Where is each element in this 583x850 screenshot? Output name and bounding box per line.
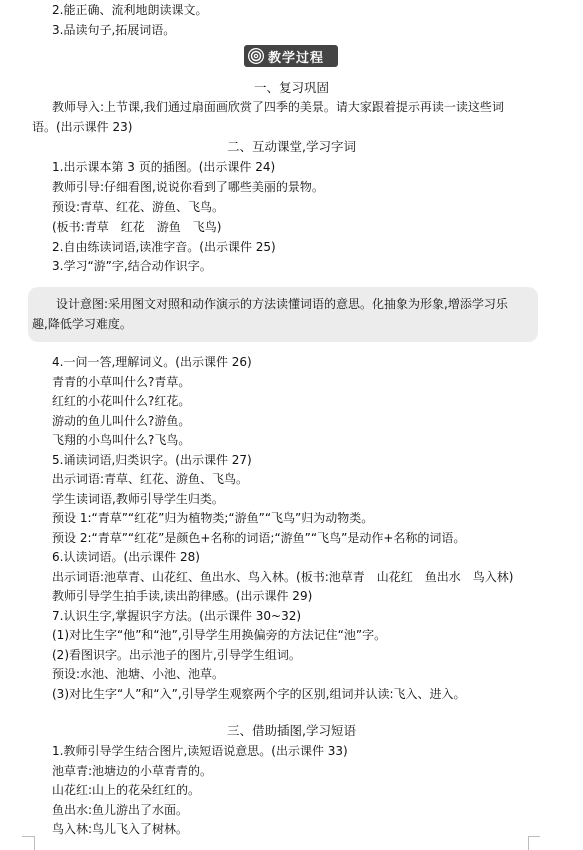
corner-mark-left-v	[34, 836, 35, 850]
design-intent-line-1: 设计意图:采用图文对照和动作演示的方法读懂词语的意思。化抽象为形象,增添学习乐	[56, 297, 508, 311]
paragraph-line: (3)对比生字“人”和“入”,引导学生观察两个字的区别,组词并认读:飞入、进入。	[52, 687, 466, 701]
intro-line-2: 语。(出示课件 23)	[32, 120, 133, 134]
paragraph-line: 预设:水池、池塘、小池、池草。	[52, 667, 225, 681]
paragraph-line: 3.学习“游”字,结合动作识字。	[52, 259, 212, 273]
paragraph-line: 出示词语:青草、红花、游鱼、飞鸟。	[52, 472, 249, 486]
paragraph-line: 6.认读词语。(出示课件 28)	[52, 550, 200, 564]
paragraph-line: 预设:青草、红花、游鱼、飞鸟。	[52, 200, 225, 214]
paragraph-line: 5.诵读词语,归类识字。(出示课件 27)	[52, 453, 252, 467]
banner-title: 教学过程	[268, 50, 325, 66]
target-icon	[248, 48, 264, 64]
paragraph-line: (1)对比生字“他”和“池”,引导学生用换偏旁的方法记住“池”字。	[52, 628, 387, 642]
corner-mark-right-h	[528, 836, 540, 837]
intro-line-1: 教师导入:上节课,我们通过扇面画欣赏了四季的美景。请大家跟着提示再读一读这些词	[52, 100, 504, 114]
paragraph-line: 鸟入林:鸟儿飞入了树林。	[52, 822, 189, 836]
teaching-process-banner	[244, 45, 338, 67]
paragraph-line: 池草青:池塘边的小草青青的。	[52, 764, 213, 778]
paragraph-line: 游动的鱼儿叫什么?游鱼。	[52, 414, 191, 428]
paragraph-line: 学生读词语,教师引导学生归类。	[52, 492, 224, 506]
section-heading-phrases: 三、借助插图,学习短语	[227, 723, 356, 738]
corner-mark-right-v	[528, 836, 529, 850]
paragraph-line: 鱼出水:鱼儿游出了水面。	[52, 803, 189, 817]
paragraph-line: 预设 2:“青草”“红花”是颜色+名称的词语;“游鱼”“飞鸟”是动作+名称的词语。	[52, 531, 466, 545]
paragraph-line: 山花红:山上的花朵红红的。	[52, 783, 201, 797]
paragraph-line: 教师引导:仔细看图,说说你看到了哪些美丽的景物。	[52, 180, 324, 194]
corner-mark-left-h	[22, 836, 34, 837]
design-intent-line-2: 趣,降低学习难度。	[32, 317, 132, 331]
paragraph-line: 红红的小花叫什么?红花。	[52, 394, 191, 408]
section-heading-review: 一、复习巩固	[253, 80, 329, 95]
paragraph-line: (板书:青草 红花 游鱼 飞鸟)	[52, 220, 222, 234]
paragraph-line: 出示词语:池草青、山花红、鱼出水、鸟入林。(板书:池草青 山花红 鱼出水 鸟入林)	[52, 570, 514, 584]
paragraph-line: 2.自由练读词语,读准字音。(出示课件 25)	[52, 240, 276, 254]
paragraph-line: 1.出示课本第 3 页的插图。(出示课件 24)	[52, 160, 276, 174]
goal-2: 2.能正确、流利地朗读课文。	[52, 3, 208, 17]
paragraph-line: 1.教师引导学生结合图片,读短语说意思。(出示课件 33)	[52, 744, 348, 758]
goal-3: 3.品读句子,拓展词语。	[52, 23, 176, 37]
paragraph-line: 青青的小草叫什么?青草。	[52, 375, 191, 389]
section-heading-interactive: 二、互动课堂,学习字词	[227, 139, 356, 154]
paragraph-line: 预设 1:“青草”“红花”归为植物类;“游鱼”“飞鸟”归为动物类。	[52, 511, 374, 525]
paragraph-line: 教师引导学生拍手读,读出韵律感。(出示课件 29)	[52, 589, 313, 603]
paragraph-line: 7.认识生字,掌握识字方法。(出示课件 30~32)	[52, 609, 302, 623]
paragraph-line: (2)看图识字。出示池子的图片,引导学生组词。	[52, 648, 301, 662]
paragraph-line: 4.一问一答,理解词义。(出示课件 26)	[52, 355, 252, 369]
paragraph-line: 飞翔的小鸟叫什么?飞鸟。	[52, 433, 191, 447]
